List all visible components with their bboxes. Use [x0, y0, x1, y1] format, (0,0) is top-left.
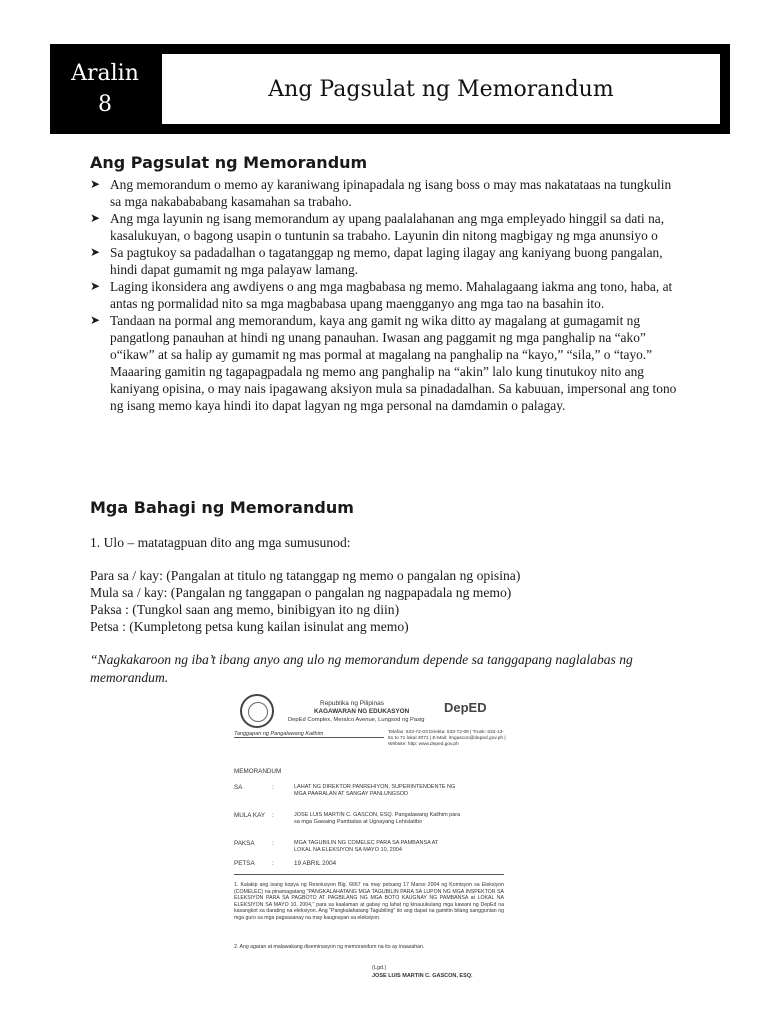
list-item: ➤ Laging ikonsidera ang awdiyens o ang mga magbabasa ng memo. Mahalagaang iakma ang tono, haba, at antas ng pormalidad nito sa mga magbabasa upang maengganyo ang mga tao na basahin ito. [90, 279, 673, 311]
lesson-number-box [50, 44, 160, 134]
memo-republic: Republika ng Pilipinas [320, 700, 384, 707]
memo-colon: : [272, 784, 274, 791]
arrow-bullet-icon: ➤ [90, 211, 101, 225]
page-title: Ang Pagsulat ng Memorandum [162, 54, 720, 124]
memo-rule [234, 737, 384, 738]
memo-sa-value: LAHAT NG DIREKTOR PANREHIYON, SUPERINTENDENTE NG MGA PAARALAN AT SANGAY PANLUNGSOD [294, 784, 456, 797]
memo-petsa-label: PETSA [234, 860, 255, 867]
memo-petsa-value: 19 ABRIL 2004 [294, 860, 337, 867]
quote-text: “Nagkakaroon ng iba’t ibang anyo ang ulo ng memorandum depende sa tanggapang naglalabas ng memorandum. [90, 652, 633, 685]
bullet-list [90, 176, 682, 414]
memo-colon: : [272, 860, 274, 867]
ulo-line-paksa: Paksa : (Tungkol saan ang memo, binibigyan ito ng diin) [90, 602, 400, 617]
memo-department: KAGAWARAN NG EDUKASYON [314, 708, 410, 715]
memo-contact: Telefax: 633-72-03 Direkta: 633-72-09 | Trunk: 632-13-61 to 71 lokal 2071 | E-Mail: lrngascon@deped.gov.ph | Website: http: www.deped.gov.ph [388, 730, 506, 747]
memo-paragraph-2: 2. Ang agaran at malawakang diseminasyon ng memorandum na ito ay inaasahan. [234, 944, 425, 950]
arrow-bullet-icon: ➤ [90, 177, 101, 191]
ulo-line-para: Para sa / kay: (Pangalan at titulo ng tatanggap ng memo o pangalan ng opisina) [90, 568, 521, 583]
lesson-header [50, 44, 730, 134]
memo-signature-lgd: (Lgd.) [372, 965, 387, 971]
list-item: ➤ Ang memorandum o memo ay karaniwang ipinapadala ng isang boss o may mas nakatataas na tungkulin sa mga nakabababang kasamahan sa trabaho. [90, 177, 672, 209]
lesson-label: Aralin [71, 61, 139, 86]
section-heading-bahagi: Mga Bahagi ng Memorandum [90, 498, 354, 517]
list-item: ➤ Tandaan na pormal ang memorandum, kaya ang gamit ng wika ditto ay magalang at gumagamit ng pangatlong panauhan at hindi ng unang panauhan. Iwasan ang paggamit ng mga panghalip na “ako” o“ikaw” at sa halip ay gumamit ng mas pormal at magalang na panghalip na “kayo,” “sila,” o “tayo.” Maaaring gamitin ng tagapagpadala ng memo ang panghalip na “akin” lalo kung tinutukoy nito ang kaniyang opisina, o may nais ipagawang aksiyon mula sa pinadadalhan. Sa kabuuan, impersonal ang tono ng isang memo kaya hindi ito dapat lagyan ng mga personal na damdamin o palagay. [90, 313, 677, 413]
memo-sa-label: SA [234, 784, 243, 791]
memo-mula-label: MULA KAY [234, 812, 266, 819]
lesson-number: 8 [98, 92, 112, 117]
arrow-bullet-icon: ➤ [90, 279, 101, 293]
memo-heading: MEMORANDUM [234, 768, 282, 775]
memo-paksa-value: MGA TAGUBILIN NG COMELEC PARA SA PAMBANSA AT LOKAL NA ELEKSIYON SA MAYO 10, 2004 [294, 840, 439, 853]
list-item: ➤ Ang mga layunin ng isang memorandum ay upang paalalahanan ang mga empleyado hinggil sa dati na, kasalukuyan, o bagong usapin o tuntunin sa trabaho. Layunin din nitong magbigay ng mga anunsiyo o [90, 211, 665, 243]
arrow-bullet-icon: ➤ [90, 245, 101, 259]
arrow-bullet-icon: ➤ [90, 313, 101, 327]
deped-logo: DepED [444, 700, 487, 715]
ulo-line-mula: Mula sa / kay: (Pangalan ng tanggapan o pangalan ng nagpapadala ng memo) [90, 585, 512, 600]
memo-mula-value: JOSE LUIS MARTIN C. GASCON, ESQ. Pangalawang Kalihim para sa mga Gawaing Pambatas at Ugnayang Lehislatibo [294, 812, 461, 825]
memo-paksa-label: PAKSA [234, 840, 255, 847]
memo-signature-name: JOSE LUIS MARTIN C. GASCON, ESQ. [372, 973, 473, 979]
memo-paragraph-1: 1. Kalakip ang isang kopya ng Resolusyon Blg. 6667 na may petsang 17 Marso 2004 ng Komisyon sa Eleksiyon (COMELEC) na pinamagatang "PANGKALAHATANG MGA TAGUBILIN PARA SA LUPON NG MGA INSPEKTOR SA ELEKSIYON PARA SA PAGBOTO AT PAGBILANG NG MGA BOTO KAUGNAY NG PAMBANSA at LOKAL NA ELEKSIYON SA MAYO 10, 2004," para sa kaalaman at gabay ng lahat ng kinauukulang mga kawani ng DepEd na kasangkot sa darating na eleksiyon. Ang "Pangkalahatang Tagubiling" ito ang dapat na gamitin bilang sanggunian ng mga guro sa mga pagsasanay na may kaugnayan sa eleksiyon. [234, 882, 504, 921]
memo-sample-image [232, 688, 510, 988]
section-heading-pagsulat: Ang Pagsulat ng Memorandum [90, 153, 368, 172]
memo-office: Tanggapan ng Pangalawang Kalihim [234, 731, 324, 737]
memo-colon: : [272, 840, 274, 847]
memo-address: DepEd Complex, Meralco Avenue, Lungsod ng Pasig [288, 717, 425, 723]
ulo-intro: 1. Ulo – matatagpuan dito ang mga sumusunod: [90, 535, 351, 550]
list-item: ➤ Sa pagtukoy sa padadalhan o tagatanggap ng memo, dapat laging ilagay ang kaniyang buong pangalan, hindi dapat gumamit ng mga palayaw lamang. [90, 245, 663, 277]
deped-seal-icon [240, 694, 274, 728]
memo-colon: : [272, 812, 274, 819]
ulo-line-petsa: Petsa : (Kumpletong petsa kung kailan isinulat ang memo) [90, 619, 409, 634]
memo-divider [234, 874, 504, 875]
